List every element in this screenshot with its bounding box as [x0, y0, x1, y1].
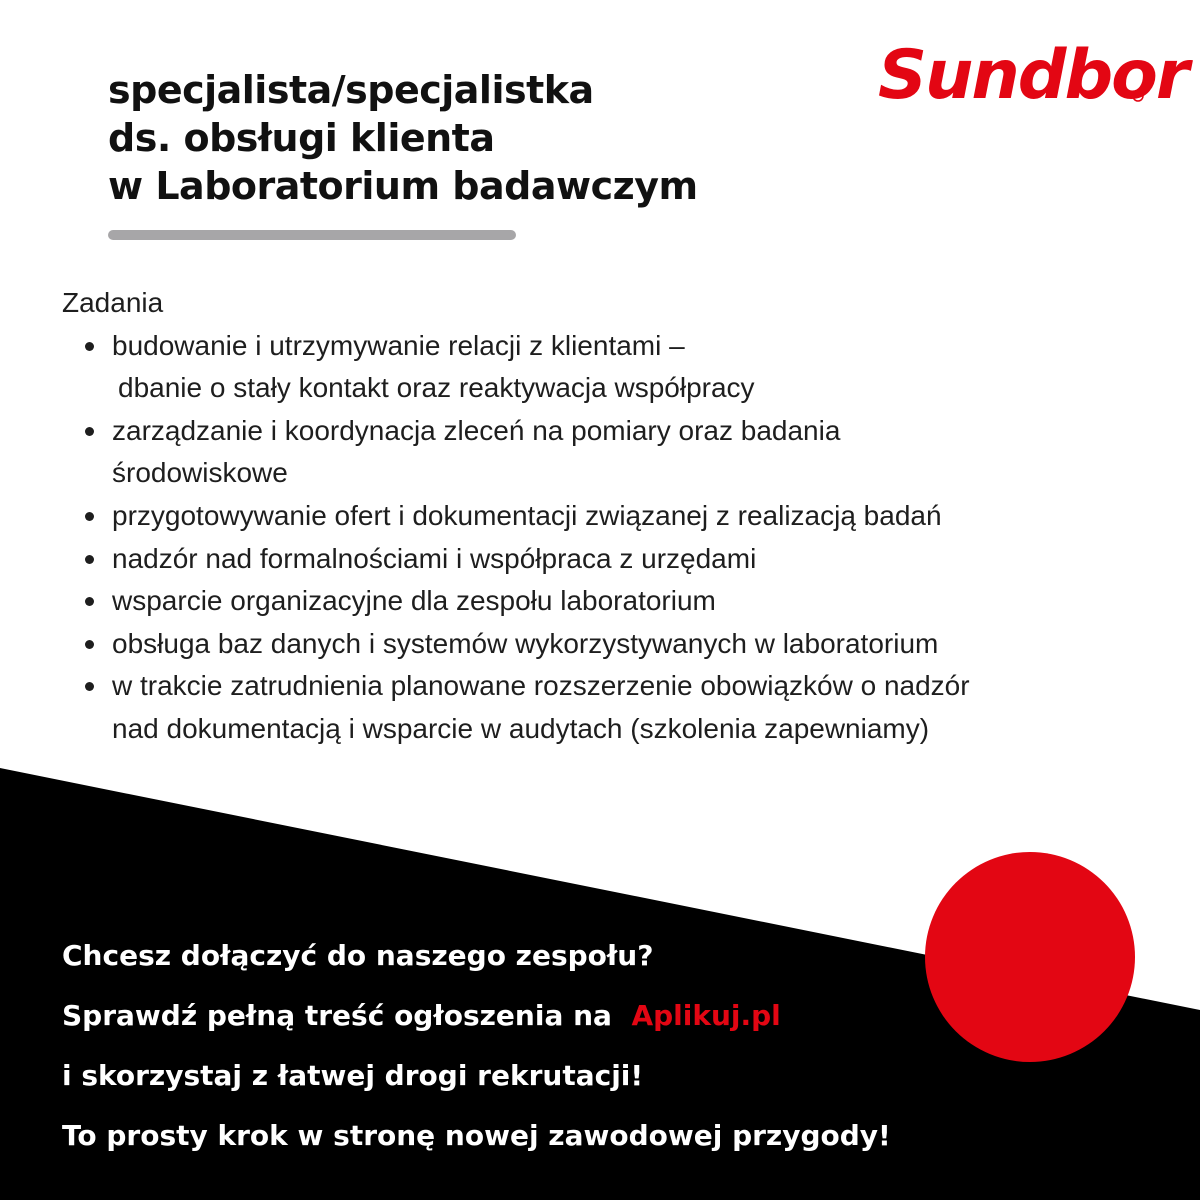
list-item [62, 325, 1172, 410]
list-item-text: nadzór nad formalnościami i współpraca z urzędami [112, 542, 757, 574]
list-item-text: dbanie o stały kontakt oraz reaktywacja współpracy [118, 372, 755, 404]
job-title-line: specjalista/specjalistka [108, 68, 594, 112]
bullet-icon [85, 640, 94, 649]
list-item-text: w trakcie zatrudnienia planowane rozszerzenie obowiązków o nadzór [112, 670, 970, 702]
list-item-text: nad dokumentacją i wsparcie w audytach (szkolenia zapewniamy) [112, 712, 930, 744]
list-item [62, 665, 1172, 750]
bullet-icon [85, 512, 94, 521]
cta-line-prefix: Sprawdź pełną treść ogłoszenia na [62, 999, 612, 1032]
tasks-section [62, 282, 1172, 751]
list-item-text: środowiskowe [112, 457, 288, 489]
list-item-text: budowanie i utrzymywanie relacji z klientami – [112, 329, 685, 361]
bullet-icon [85, 682, 94, 691]
list-item-text: wsparcie organizacyjne dla zespołu laboratorium [112, 585, 716, 617]
job-title-line: ds. obsługi klienta [108, 116, 495, 160]
cta-line: Chcesz dołączyć do naszego zespołu? [62, 939, 654, 972]
list-item-text: obsługa baz danych i systemów wykorzystywanych w laboratorium [112, 627, 939, 659]
job-title [108, 66, 698, 210]
logo-wordmark: Sundbor [878, 36, 1188, 115]
bullet-icon [85, 555, 94, 564]
list-item [62, 580, 1172, 623]
cta-line [62, 986, 891, 1046]
tasks-list [62, 325, 1172, 751]
list-item [62, 410, 1172, 495]
list-item [62, 538, 1172, 581]
list-item [62, 623, 1172, 666]
sundbor-logo [878, 34, 1188, 115]
bullet-icon [85, 427, 94, 436]
cta-line: i skorzystaj z łatwej drogi rekrutacji! [62, 1059, 644, 1092]
red-circle-decoration [925, 852, 1135, 1062]
list-item-text: przygotowywanie ofert i dokumentacji związanej z realizacją badań [112, 499, 942, 531]
aplikuj-link[interactable]: Aplikuj.pl [631, 999, 781, 1032]
tasks-heading: Zadania [62, 287, 164, 318]
bullet-icon [85, 597, 94, 606]
list-item [62, 495, 1172, 538]
call-to-action [62, 926, 891, 1166]
job-title-line: w Laboratorium badawczym [108, 164, 698, 208]
cta-line: To prosty krok w stronę nowej zawodowej przygody! [62, 1119, 891, 1152]
bullet-icon [85, 342, 94, 351]
title-divider [108, 230, 516, 240]
list-item-text: zarządzanie i koordynacja zleceń na pomiary oraz badania [112, 414, 841, 446]
